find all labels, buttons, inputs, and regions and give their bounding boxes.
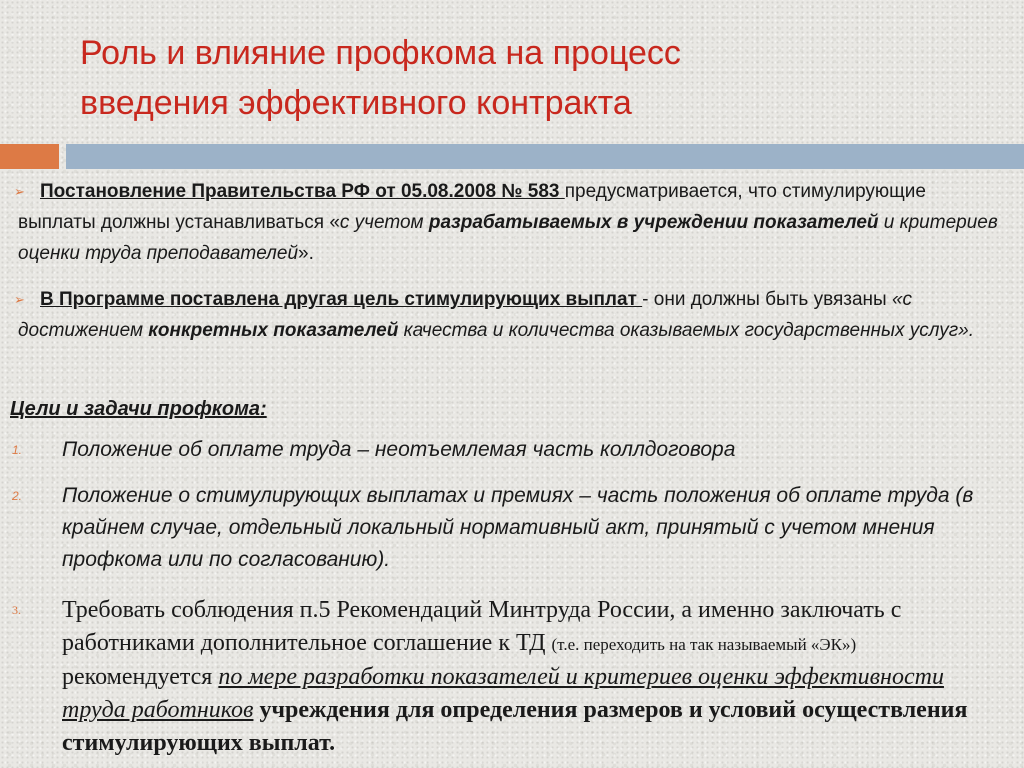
program-italic: «с достижением xyxy=(18,289,913,341)
program-lead: В Программе поставлена другая цель стимулирующих выплат xyxy=(40,289,643,310)
title-line-1: Роль и влияние профкома на процесс xyxy=(80,34,681,72)
bullet-arrow-icon: ➢ xyxy=(14,184,25,199)
decree-italic: с учетом xyxy=(339,212,429,233)
accent-band-blue xyxy=(66,144,1024,169)
bullet-arrow-icon: ➢ xyxy=(14,292,25,307)
goal-item-text: Положение об оплате труда – неотъемлемая часть коллдоговора xyxy=(62,438,736,461)
title-line-2: введения эффективного контракта xyxy=(80,84,632,122)
goals-heading: Цели и задачи профкома: xyxy=(10,398,267,420)
goal-item-3-underlined: по мере разработки показателей и критериев оценки эффективности труда работников xyxy=(62,664,944,723)
program-text: - они должны быть увязаны xyxy=(642,289,892,310)
item-number: 1. xyxy=(12,443,23,457)
bullet-decree xyxy=(14,176,1008,269)
item-number: 2. xyxy=(12,489,23,503)
item-number: 3. xyxy=(12,603,21,617)
goal-item-3-text: Требовать соблюдения п.5 Рекомендаций Минтруда России, а именно заключать с работниками дополнительное соглашение к ТД xyxy=(62,597,902,656)
accent-band-orange xyxy=(0,144,59,169)
goal-item-3-text-2: рекомендуется xyxy=(62,664,219,690)
slide-title xyxy=(80,28,980,128)
decree-bold-italic: разрабатываемых в учреждении показателей xyxy=(428,212,879,233)
program-bold-italic: конкретных показателей xyxy=(148,320,399,341)
decree-italic-2: и критериев оценки труда преподавателей xyxy=(18,212,998,264)
goal-item-1 xyxy=(12,434,1012,466)
decree-lead: Постановление Правительства РФ от 05.08.2008 № 583 xyxy=(40,181,565,202)
goal-item-3 xyxy=(12,594,1012,760)
goal-item-text: Положение о стимулирующих выплатах и премиях – часть положения об оплате труда (в крайнем случае, отдельный локальный нормативный акт, принятый с учетом мнения профкома или по согласованию). xyxy=(62,484,974,571)
program-italic-2: качества и количества оказываемых государственных услуг». xyxy=(398,320,974,341)
goal-item-3-note: (т.е. переходить на так называемый «ЭК») xyxy=(551,635,857,654)
goal-item-3-bold: учреждения для определения размеров и условий осуществления стимулирующих выплат. xyxy=(62,697,968,756)
decree-text: предусматривается, что стимулирующие выплаты должны устанавливаться « xyxy=(18,181,926,233)
goal-item-2 xyxy=(12,480,1002,576)
bullet-program xyxy=(14,284,1008,346)
decree-end: ». xyxy=(298,243,314,264)
